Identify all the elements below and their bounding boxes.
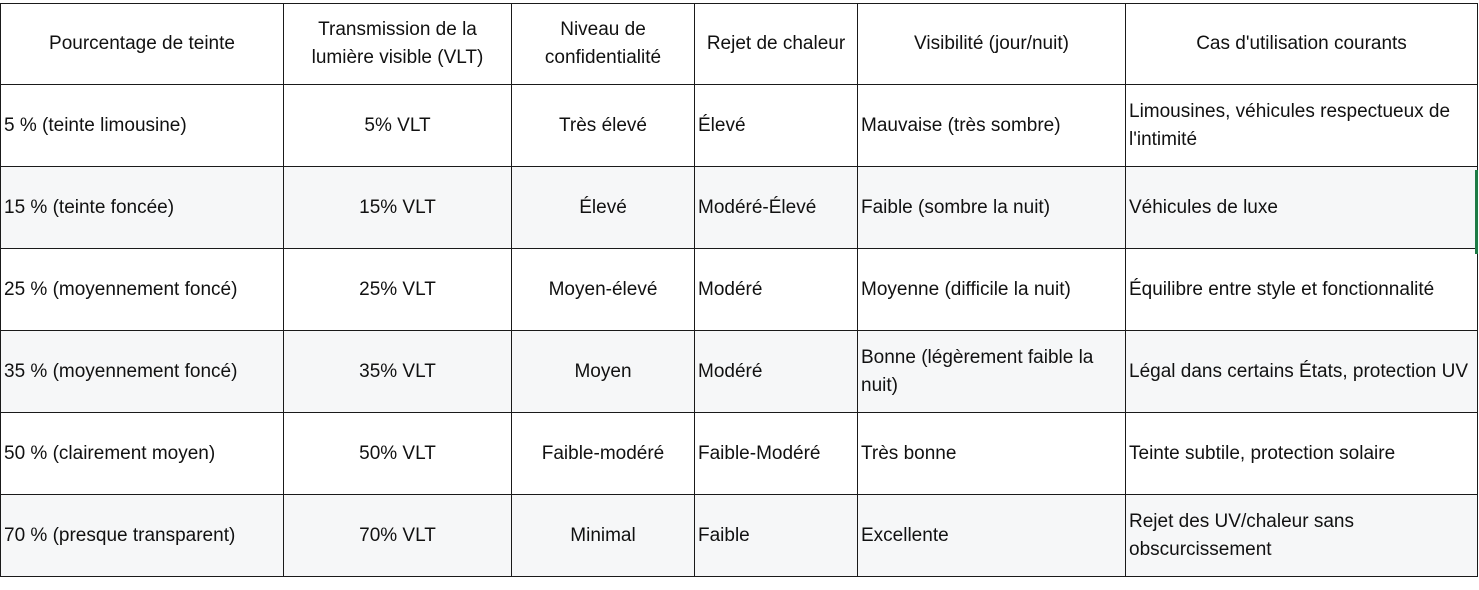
table-row bbox=[1, 85, 1478, 167]
cell-visibility[interactable]: Moyenne (difficile la nuit) bbox=[858, 249, 1126, 331]
cell-visibility[interactable]: Bonne (légèrement faible la nuit) bbox=[858, 331, 1126, 413]
cell-visibility[interactable]: Faible (sombre la nuit) bbox=[858, 167, 1126, 249]
cell-vlt[interactable]: 70% VLT bbox=[284, 495, 512, 577]
table-row bbox=[1, 495, 1478, 577]
header-tint-percentage[interactable]: Pourcentage de teinte bbox=[1, 4, 284, 85]
cell-tint[interactable]: 15 % (teinte foncée) bbox=[1, 167, 284, 249]
cell-use-case[interactable]: Teinte subtile, protection solaire bbox=[1126, 413, 1478, 495]
cell-heat[interactable]: Modéré bbox=[695, 249, 858, 331]
header-visibility[interactable]: Visibilité (jour/nuit) bbox=[858, 4, 1126, 85]
cell-tint[interactable]: 70 % (presque transparent) bbox=[1, 495, 284, 577]
cell-use-case[interactable]: Limousines, véhicules respectueux de l'intimité bbox=[1126, 85, 1478, 167]
cell-heat[interactable]: Élevé bbox=[695, 85, 858, 167]
cell-visibility[interactable]: Très bonne bbox=[858, 413, 1126, 495]
cell-use-case[interactable]: Rejet des UV/chaleur sans obscurcissement bbox=[1126, 495, 1478, 577]
header-use-cases[interactable]: Cas d'utilisation courants bbox=[1126, 4, 1478, 85]
cell-visibility[interactable]: Mauvaise (très sombre) bbox=[858, 85, 1126, 167]
cell-tint[interactable]: 5 % (teinte limousine) bbox=[1, 85, 284, 167]
table-row bbox=[1, 413, 1478, 495]
cell-selection-indicator bbox=[1475, 170, 1478, 254]
cell-vlt[interactable]: 5% VLT bbox=[284, 85, 512, 167]
cell-privacy[interactable]: Très élevé bbox=[512, 85, 695, 167]
cell-tint[interactable]: 35 % (moyennement foncé) bbox=[1, 331, 284, 413]
cell-vlt[interactable]: 35% VLT bbox=[284, 331, 512, 413]
cell-privacy[interactable]: Moyen bbox=[512, 331, 695, 413]
header-row bbox=[1, 4, 1478, 85]
table-row bbox=[1, 249, 1478, 331]
cell-use-case[interactable]: Véhicules de luxe bbox=[1126, 167, 1478, 249]
cell-use-case[interactable]: Légal dans certains États, protection UV bbox=[1126, 331, 1478, 413]
cell-heat[interactable]: Faible-Modéré bbox=[695, 413, 858, 495]
cell-visibility[interactable]: Excellente bbox=[858, 495, 1126, 577]
cell-privacy[interactable]: Moyen-élevé bbox=[512, 249, 695, 331]
cell-use-case[interactable]: Équilibre entre style et fonctionnalité bbox=[1126, 249, 1478, 331]
header-heat-rejection[interactable]: Rejet de chaleur bbox=[695, 4, 858, 85]
cell-vlt[interactable]: 15% VLT bbox=[284, 167, 512, 249]
cell-tint[interactable]: 50 % (clairement moyen) bbox=[1, 413, 284, 495]
table-row bbox=[1, 331, 1478, 413]
cell-heat[interactable]: Modéré bbox=[695, 331, 858, 413]
table-row bbox=[1, 167, 1478, 249]
header-privacy-level[interactable]: Niveau de confidentialité bbox=[512, 4, 695, 85]
cell-privacy[interactable]: Faible-modéré bbox=[512, 413, 695, 495]
cell-vlt[interactable]: 25% VLT bbox=[284, 249, 512, 331]
cell-heat[interactable]: Faible bbox=[695, 495, 858, 577]
cell-vlt[interactable]: 50% VLT bbox=[284, 413, 512, 495]
cell-privacy[interactable]: Élevé bbox=[512, 167, 695, 249]
cell-tint[interactable]: 25 % (moyennement foncé) bbox=[1, 249, 284, 331]
cell-privacy[interactable]: Minimal bbox=[512, 495, 695, 577]
cell-heat[interactable]: Modéré-Élevé bbox=[695, 167, 858, 249]
header-vlt[interactable]: Transmission de la lumière visible (VLT) bbox=[284, 4, 512, 85]
tint-comparison-table bbox=[0, 3, 1478, 577]
